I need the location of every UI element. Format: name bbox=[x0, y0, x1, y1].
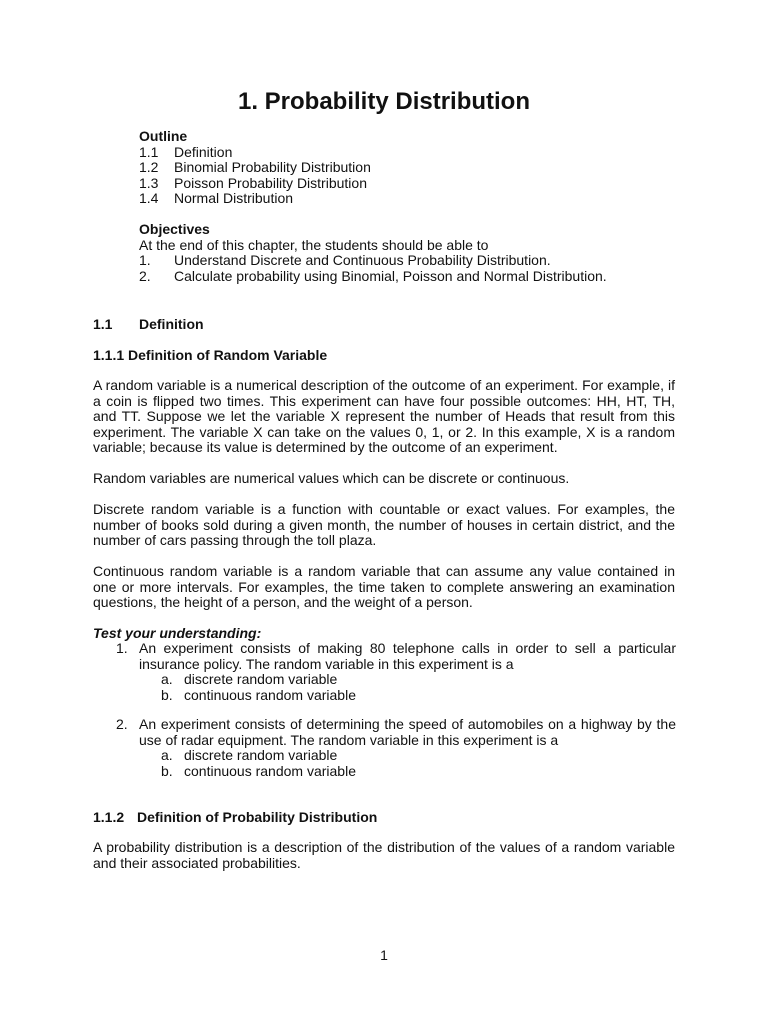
section-heading-1-1 bbox=[93, 317, 204, 333]
objective-item-label: Calculate probability using Binomial, Poisson and Normal Distribution. bbox=[174, 267, 607, 284]
section-number: 1.1.2 bbox=[93, 809, 125, 825]
paragraph-continuous-random-variable: Continuous random variable is a random variable that can assume any value contained in one or more intervals. For examples, the time taken to complete answering an examination questions, the height of a person, and the weight of a person. bbox=[93, 563, 675, 611]
question-options bbox=[161, 672, 676, 703]
question-option bbox=[161, 672, 676, 688]
outline-item-label: Poisson Probability Distribution bbox=[174, 174, 367, 191]
outline-heading: Outline bbox=[139, 128, 188, 144]
outline-item-number: 1.3 bbox=[139, 174, 159, 191]
question-option bbox=[161, 688, 676, 704]
option-letter: b. bbox=[161, 686, 173, 703]
option-text: discrete random variable bbox=[184, 671, 338, 688]
outline-item bbox=[139, 176, 371, 192]
objective-item bbox=[139, 269, 607, 285]
page-number: 1 bbox=[380, 947, 388, 963]
paragraph-random-variable: A random variable is a numerical description of the outcome of an experiment. For example, if a coin is flipped two times. This experiment can have four possible outcomes: HH, HT, TH, and TT. Suppose we let the variable X represent the number of Heads that result from this experiment. The variable X can take on the values 0, 1, or 2. In this example, X is a random variable; because its value is determined by the outcome of an experiment. bbox=[93, 377, 675, 456]
question-number: 2. bbox=[116, 716, 128, 732]
option-text: continuous random variable bbox=[184, 762, 356, 779]
section-number: 1.1 bbox=[93, 316, 113, 332]
objective-item-label: Understand Discrete and Continuous Probability Distribution. bbox=[174, 252, 551, 269]
option-letter: b. bbox=[161, 762, 173, 779]
outline-item-number: 1.1 bbox=[139, 143, 159, 160]
section-title: Definition of Probability Distribution bbox=[137, 809, 378, 825]
question-number: 1. bbox=[116, 640, 128, 656]
question-text: An experiment consists of making 80 telephone calls in order to sell a particular insurance policy. The random variable in this experiment is a bbox=[139, 640, 676, 672]
outline-item-number: 1.4 bbox=[139, 190, 159, 207]
outline-item-number: 1.2 bbox=[139, 159, 159, 176]
option-text: discrete random variable bbox=[184, 747, 338, 764]
outline-item-label: Normal Distribution bbox=[174, 190, 294, 207]
paragraph-probability-distribution: A probability distribution is a description of the distribution of the values of a random variable and their associated probabilities. bbox=[93, 839, 675, 871]
paragraph-discrete-or-continuous: Random variables are numerical values which can be discrete or continuous. bbox=[93, 470, 570, 486]
paragraph-discrete-random-variable: Discrete random variable is a function with countable or exact values. For examples, the number of books sold during a given month, the number of houses in certain district, and the number of cars passing through the toll plaza. bbox=[93, 501, 675, 549]
question-option bbox=[161, 748, 676, 764]
section-heading-1-1-1: 1.1.1 Definition of Random Variable bbox=[93, 347, 328, 363]
objectives-heading: Objectives bbox=[139, 221, 210, 237]
option-letter: a. bbox=[161, 747, 173, 764]
page-title: 1. Probability Distribution bbox=[237, 88, 531, 115]
section-heading-1-1-2 bbox=[93, 810, 377, 826]
question-options bbox=[161, 748, 676, 779]
question-text: An experiment consists of determining the speed of automobiles on a highway by the use of radar equipment. The random variable in this experiment is a bbox=[139, 716, 676, 748]
outline-item bbox=[139, 145, 371, 161]
objectives-intro: At the end of this chapter, the students should be able to bbox=[139, 236, 489, 253]
objective-item-number: 2. bbox=[139, 267, 151, 284]
outline-item bbox=[139, 160, 371, 176]
option-text: continuous random variable bbox=[184, 686, 356, 703]
question-option bbox=[161, 764, 676, 780]
test-heading: Test your understanding: bbox=[93, 625, 262, 641]
option-letter: a. bbox=[161, 671, 173, 688]
objective-item-number: 1. bbox=[139, 252, 151, 269]
objective-item bbox=[139, 253, 607, 269]
question bbox=[116, 641, 676, 703]
outline-item-label: Definition bbox=[174, 143, 233, 160]
outline-item-label: Binomial Probability Distribution bbox=[174, 159, 371, 176]
objectives-section bbox=[139, 222, 607, 284]
outline-item bbox=[139, 191, 371, 207]
question bbox=[116, 717, 676, 779]
section-title: Definition bbox=[139, 316, 204, 332]
outline-section bbox=[139, 129, 371, 207]
